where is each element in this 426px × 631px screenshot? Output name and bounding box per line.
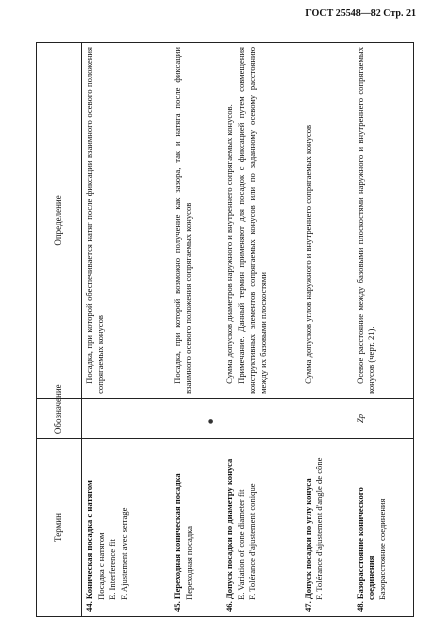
column-header-term: Термин	[37, 439, 82, 617]
table-row	[170, 43, 222, 617]
rotated-page	[36, 42, 414, 617]
term-sub: F. Tolérance d'ajustement conique	[247, 483, 258, 600]
symbol-cell	[301, 398, 353, 438]
term-main: 44. Коническая посадка с натягом	[84, 480, 94, 612]
term-cell	[82, 439, 171, 617]
definition-text: Сумма допусков диаметров наружного и внутреннего сопрягаемых конусов.	[224, 104, 235, 384]
definition-text: Сумма допусков углов наружного и внутреннего сопрягаемых конусов	[302, 124, 313, 384]
term-sub: Базорасстояние соединения	[377, 498, 388, 600]
term-sub: Посадка с натягом	[95, 532, 106, 600]
definition-cell	[82, 43, 171, 399]
term-sub: E. Interference fit	[107, 539, 117, 600]
definition-text: Посадка, при которой обеспечивается натяг после фиксации взаимного осевого положения сопрягаемых конусов	[84, 47, 105, 394]
term-sub: Переходная посадка	[183, 526, 194, 600]
table-row	[301, 43, 353, 617]
symbol-cell	[170, 398, 222, 438]
column-header-definition: Определение	[37, 43, 82, 399]
term-sub: F. Tolérance d'ajustement d'angle de cône	[314, 457, 325, 600]
definition-text: Осевое расстояние между базовыми плоскостями наружного и внутреннего сопрягаемых конусов (черт. 21).	[354, 47, 376, 394]
definition-cell	[353, 43, 414, 399]
term-main: 47. Допуск посадки по углу конуса	[302, 478, 313, 612]
term-cell	[222, 439, 301, 617]
term-cell	[301, 439, 353, 617]
term-main: 45. Переходная коническая посадка	[172, 473, 183, 612]
term-cell	[353, 439, 414, 617]
table-header-row	[37, 43, 82, 617]
term-main: 48. Базорасстояние конического соединения	[354, 487, 376, 612]
term-sub: E. Variation of cone diameter fit	[235, 489, 246, 600]
symbol-cell	[222, 398, 301, 438]
definition-cell	[170, 43, 222, 399]
term-main: 46. Допуск посадки по диаметру конуса	[224, 458, 235, 612]
definition-note: Примечание. Данный термин применяют для посадок с фиксацией путем совмещения конструктивных элементов сопрягаемых конусов или по заданному осевому расстоянию между их базовыми плоскостями	[236, 47, 269, 394]
term-cell	[170, 439, 222, 617]
terms-table	[36, 42, 414, 617]
definition-cell	[301, 43, 353, 399]
table-row	[222, 43, 301, 617]
term-sub: F. Ajustement avec serrage	[118, 507, 129, 600]
symbol-cell	[82, 398, 171, 438]
table-row	[82, 43, 171, 617]
column-header-symbol: Обозначение	[37, 398, 82, 438]
definition-cell	[222, 43, 301, 399]
symbol-cell: Zp	[353, 398, 414, 438]
definition-text: Посадка, при которой возможно получение как зазора, так и натяга после фиксации взаимного осевого положения сопрягаемых конусов	[172, 47, 194, 394]
print-mark: ●	[208, 418, 214, 425]
table-row	[353, 43, 414, 617]
page-header: ГОСТ 25548—82 Стр. 21	[305, 8, 416, 19]
